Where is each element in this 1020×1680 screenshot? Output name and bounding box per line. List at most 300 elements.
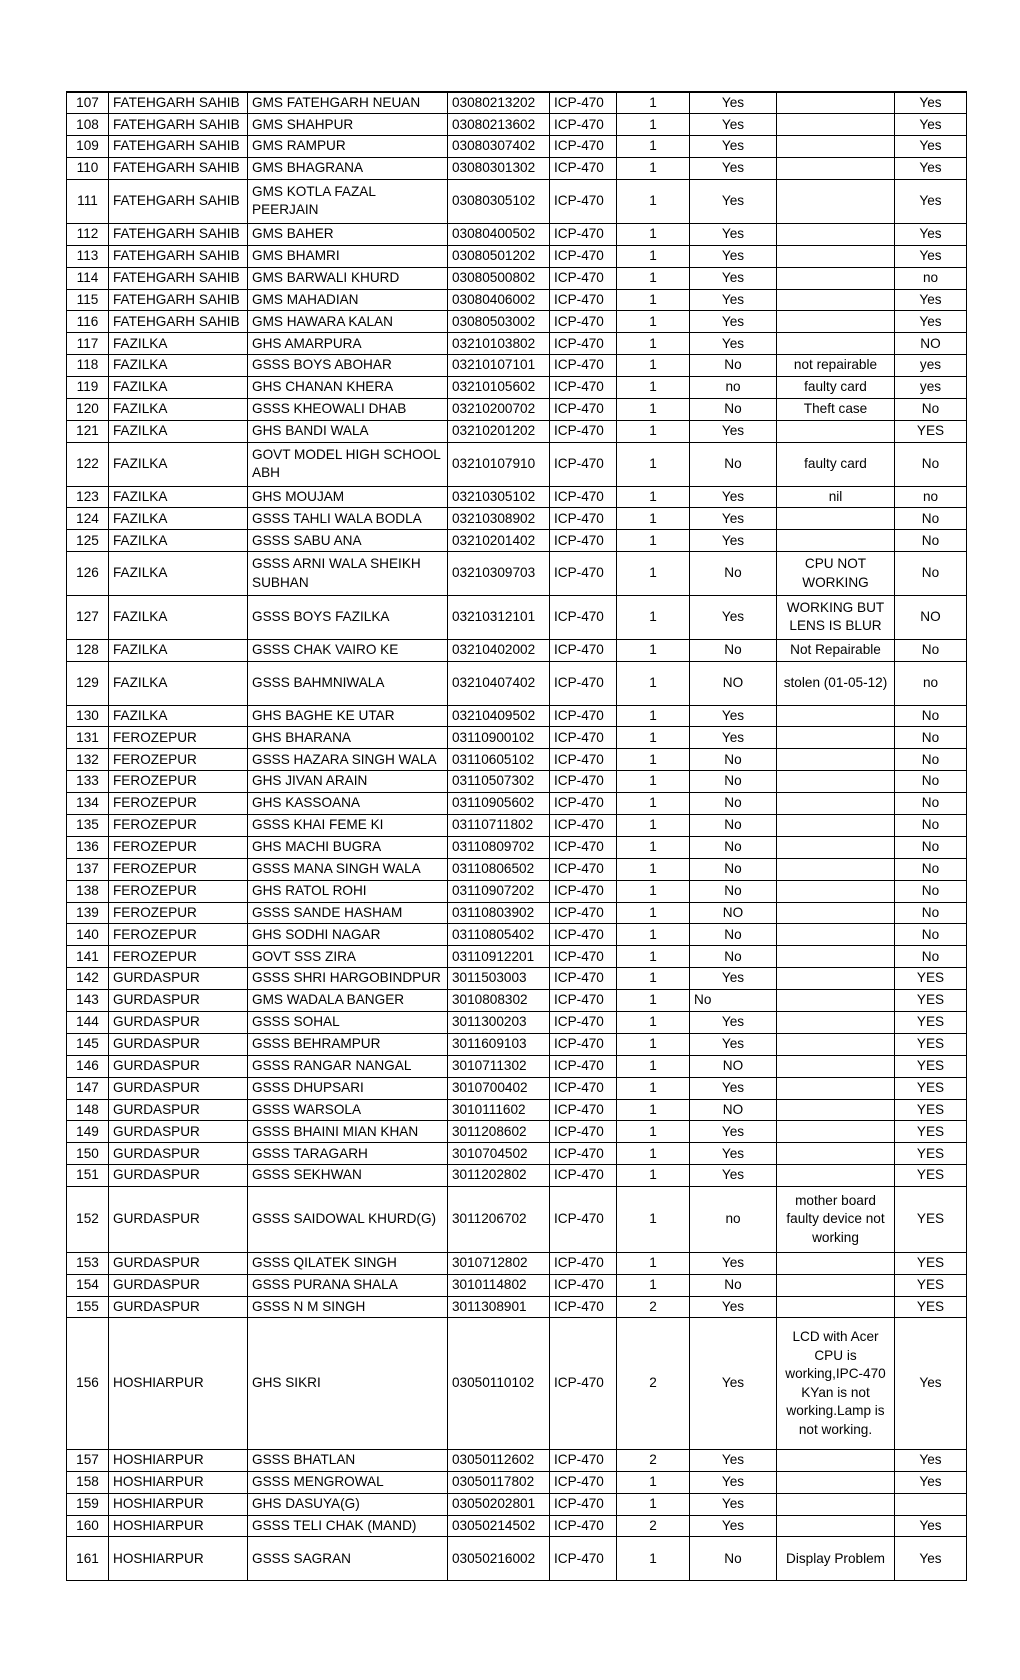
cell-serial-number: 138: [67, 880, 109, 902]
cell-device-model: ICP-470: [550, 705, 617, 727]
cell-district: GURDASPUR: [109, 1274, 248, 1296]
cell-quantity: 1: [617, 311, 690, 333]
cell-last-status: No: [895, 749, 967, 771]
cell-school-name: GMS BAHER: [248, 223, 448, 245]
cell-school-name: GSSS TAHLI WALA BODLA: [248, 508, 448, 530]
table-row: [67, 968, 967, 990]
cell-school-code: 3010111602: [448, 1099, 550, 1121]
cell-serial-number: 136: [67, 836, 109, 858]
cell-quantity: 1: [617, 136, 690, 158]
table-row: [67, 639, 967, 661]
cell-device-model: ICP-470: [550, 946, 617, 968]
cell-working-status: No: [690, 814, 777, 836]
cell-serial-number: 140: [67, 924, 109, 946]
cell-district: GURDASPUR: [109, 1187, 248, 1253]
cell-district: FAZILKA: [109, 486, 248, 508]
cell-working-status: Yes: [690, 245, 777, 267]
cell-last-status: No: [895, 530, 967, 552]
cell-device-model: ICP-470: [550, 1318, 617, 1449]
cell-device-model: ICP-470: [550, 1143, 617, 1165]
table-row: [67, 530, 967, 552]
cell-school-name: GOVT MODEL HIGH SCHOOL ABH: [248, 442, 448, 486]
cell-school-name: GHS BHARANA: [248, 727, 448, 749]
cell-quantity: 1: [617, 442, 690, 486]
cell-remarks: [777, 1011, 895, 1033]
cell-working-status: No: [690, 355, 777, 377]
cell-serial-number: 160: [67, 1515, 109, 1537]
table-row: [67, 1537, 967, 1581]
cell-working-status: Yes: [690, 1011, 777, 1033]
cell-working-status: Yes: [690, 1471, 777, 1493]
cell-device-model: ICP-470: [550, 1033, 617, 1055]
cell-working-status: No: [690, 880, 777, 902]
cell-school-code: 03210305102: [448, 486, 550, 508]
cell-device-model: ICP-470: [550, 180, 617, 224]
cell-school-code: 03080213202: [448, 92, 550, 114]
cell-serial-number: 146: [67, 1055, 109, 1077]
cell-working-status: Yes: [690, 420, 777, 442]
cell-last-status: Yes: [895, 92, 967, 114]
cell-working-status: Yes: [690, 223, 777, 245]
cell-last-status: Yes: [895, 223, 967, 245]
cell-last-status: No: [895, 814, 967, 836]
cell-remarks: [777, 1121, 895, 1143]
cell-remarks: Not Repairable: [777, 639, 895, 661]
cell-school-code: 03210308902: [448, 508, 550, 530]
cell-remarks: [777, 902, 895, 924]
cell-device-model: ICP-470: [550, 1537, 617, 1581]
cell-quantity: 1: [617, 267, 690, 289]
cell-school-name: GOVT SSS ZIRA: [248, 946, 448, 968]
cell-working-status: Yes: [690, 158, 777, 180]
table-row: [67, 398, 967, 420]
cell-school-name: GMS MAHADIAN: [248, 289, 448, 311]
cell-quantity: 1: [617, 1077, 690, 1099]
cell-district: FATEHGARH SAHIB: [109, 158, 248, 180]
cell-last-status: No: [895, 902, 967, 924]
cell-device-model: ICP-470: [550, 92, 617, 114]
cell-serial-number: 139: [67, 902, 109, 924]
cell-last-status: YES: [895, 1165, 967, 1187]
cell-remarks: [777, 1252, 895, 1274]
cell-district: FAZILKA: [109, 333, 248, 355]
cell-last-status: No: [895, 771, 967, 793]
cell-serial-number: 157: [67, 1449, 109, 1471]
table-row: [67, 902, 967, 924]
cell-quantity: 1: [617, 92, 690, 114]
cell-remarks: [777, 180, 895, 224]
cell-working-status: Yes: [690, 311, 777, 333]
cell-remarks: [777, 508, 895, 530]
cell-last-status: No: [895, 398, 967, 420]
cell-quantity: 1: [617, 968, 690, 990]
cell-remarks: [777, 114, 895, 136]
cell-school-name: GSSS DHUPSARI: [248, 1077, 448, 1099]
cell-last-status: yes: [895, 355, 967, 377]
cell-school-name: GHS CHANAN KHERA: [248, 377, 448, 399]
cell-district: FAZILKA: [109, 530, 248, 552]
cell-device-model: ICP-470: [550, 289, 617, 311]
cell-school-code: 03110805402: [448, 924, 550, 946]
cell-quantity: 1: [617, 1121, 690, 1143]
cell-school-name: GSSS QILATEK SINGH: [248, 1252, 448, 1274]
table-row: [67, 223, 967, 245]
cell-quantity: 1: [617, 836, 690, 858]
cell-school-name: GSSS RANGAR NANGAL: [248, 1055, 448, 1077]
cell-working-status: Yes: [690, 1318, 777, 1449]
cell-device-model: ICP-470: [550, 267, 617, 289]
cell-remarks: mother board faulty device not working: [777, 1187, 895, 1253]
cell-device-model: ICP-470: [550, 1274, 617, 1296]
cell-quantity: 1: [617, 1033, 690, 1055]
cell-district: FEROZEPUR: [109, 836, 248, 858]
cell-school-code: 3011503003: [448, 968, 550, 990]
cell-district: GURDASPUR: [109, 1033, 248, 1055]
cell-school-code: 03080500802: [448, 267, 550, 289]
cell-school-name: GSSS PURANA SHALA: [248, 1274, 448, 1296]
table-row: [67, 355, 967, 377]
cell-working-status: Yes: [690, 530, 777, 552]
cell-working-status: Yes: [690, 968, 777, 990]
cell-school-code: 03110803902: [448, 902, 550, 924]
cell-device-model: ICP-470: [550, 1493, 617, 1515]
cell-school-name: GHS BANDI WALA: [248, 420, 448, 442]
cell-device-model: ICP-470: [550, 1515, 617, 1537]
cell-school-name: GSSS SEKHWAN: [248, 1165, 448, 1187]
cell-district: HOSHIARPUR: [109, 1449, 248, 1471]
cell-school-code: 3010711302: [448, 1055, 550, 1077]
cell-district: HOSHIARPUR: [109, 1537, 248, 1581]
cell-district: GURDASPUR: [109, 1099, 248, 1121]
cell-serial-number: 154: [67, 1274, 109, 1296]
cell-working-status: no: [690, 1187, 777, 1253]
cell-quantity: 1: [617, 1099, 690, 1121]
table-row: [67, 420, 967, 442]
cell-device-model: ICP-470: [550, 1449, 617, 1471]
table-row: [67, 1187, 967, 1253]
cell-device-model: ICP-470: [550, 1121, 617, 1143]
table-row: [67, 1143, 967, 1165]
cell-serial-number: 137: [67, 858, 109, 880]
cell-school-name: GSSS SAGRAN: [248, 1537, 448, 1581]
cell-remarks: nil: [777, 486, 895, 508]
cell-school-code: 03210107101: [448, 355, 550, 377]
cell-district: HOSHIARPUR: [109, 1493, 248, 1515]
table-row: [67, 552, 967, 596]
cell-last-status: YES: [895, 1011, 967, 1033]
cell-school-name: GHS JIVAN ARAIN: [248, 771, 448, 793]
cell-device-model: ICP-470: [550, 990, 617, 1012]
cell-serial-number: 158: [67, 1471, 109, 1493]
cell-district: FATEHGARH SAHIB: [109, 289, 248, 311]
cell-working-status: Yes: [690, 596, 777, 640]
cell-school-name: GSSS BHAINI MIAN KHAN: [248, 1121, 448, 1143]
cell-device-model: ICP-470: [550, 814, 617, 836]
cell-device-model: ICP-470: [550, 442, 617, 486]
cell-serial-number: 107: [67, 92, 109, 114]
table-row: [67, 333, 967, 355]
table-row: [67, 946, 967, 968]
cell-quantity: 1: [617, 114, 690, 136]
cell-remarks: [777, 968, 895, 990]
cell-remarks: [777, 1077, 895, 1099]
cell-district: FEROZEPUR: [109, 902, 248, 924]
cell-device-model: ICP-470: [550, 639, 617, 661]
table-row: [67, 705, 967, 727]
cell-district: FATEHGARH SAHIB: [109, 311, 248, 333]
cell-school-code: 03110809702: [448, 836, 550, 858]
cell-last-status: Yes: [895, 245, 967, 267]
cell-remarks: faulty card: [777, 377, 895, 399]
cell-quantity: 1: [617, 1252, 690, 1274]
cell-working-status: Yes: [690, 1493, 777, 1515]
cell-device-model: ICP-470: [550, 1011, 617, 1033]
cell-last-status: YES: [895, 1099, 967, 1121]
cell-serial-number: 150: [67, 1143, 109, 1165]
cell-school-code: 3010704502: [448, 1143, 550, 1165]
cell-working-status: No: [690, 771, 777, 793]
cell-device-model: ICP-470: [550, 158, 617, 180]
cell-serial-number: 128: [67, 639, 109, 661]
table-row: [67, 596, 967, 640]
cell-last-status: No: [895, 880, 967, 902]
cell-device-model: ICP-470: [550, 727, 617, 749]
cell-device-model: ICP-470: [550, 880, 617, 902]
cell-last-status: No: [895, 442, 967, 486]
table-row: [67, 727, 967, 749]
cell-school-code: 03080400502: [448, 223, 550, 245]
cell-quantity: 1: [617, 902, 690, 924]
cell-last-status: YES: [895, 1121, 967, 1143]
cell-quantity: 1: [617, 245, 690, 267]
cell-quantity: 1: [617, 377, 690, 399]
cell-school-name: GSSS SANDE HASHAM: [248, 902, 448, 924]
cell-school-code: 3011206702: [448, 1187, 550, 1253]
cell-device-model: ICP-470: [550, 968, 617, 990]
cell-school-code: 03110711802: [448, 814, 550, 836]
cell-quantity: 1: [617, 596, 690, 640]
cell-working-status: No: [690, 990, 777, 1012]
table-row: [67, 1296, 967, 1318]
cell-serial-number: 151: [67, 1165, 109, 1187]
cell-device-model: ICP-470: [550, 136, 617, 158]
cell-serial-number: 111: [67, 180, 109, 224]
cell-serial-number: 148: [67, 1099, 109, 1121]
cell-school-code: 03210312101: [448, 596, 550, 640]
table-row: [67, 377, 967, 399]
cell-working-status: Yes: [690, 1121, 777, 1143]
cell-school-name: GMS WADALA BANGER: [248, 990, 448, 1012]
cell-remarks: [777, 1493, 895, 1515]
cell-school-code: 03210309703: [448, 552, 550, 596]
cell-last-status: NO: [895, 596, 967, 640]
cell-school-code: 03210105602: [448, 377, 550, 399]
cell-district: FATEHGARH SAHIB: [109, 114, 248, 136]
cell-district: GURDASPUR: [109, 1121, 248, 1143]
table-row: [67, 245, 967, 267]
cell-quantity: 1: [617, 924, 690, 946]
table-row: [67, 486, 967, 508]
cell-school-code: 03210409502: [448, 705, 550, 727]
cell-remarks: [777, 1099, 895, 1121]
cell-device-model: ICP-470: [550, 858, 617, 880]
cell-device-model: ICP-470: [550, 245, 617, 267]
table-row: [67, 661, 967, 705]
cell-working-status: NO: [690, 902, 777, 924]
cell-working-status: Yes: [690, 1143, 777, 1165]
cell-school-code: 3010700402: [448, 1077, 550, 1099]
cell-quantity: 1: [617, 990, 690, 1012]
cell-school-name: GHS KASSOANA: [248, 793, 448, 815]
cell-district: FATEHGARH SAHIB: [109, 245, 248, 267]
cell-district: FAZILKA: [109, 552, 248, 596]
cell-last-status: Yes: [895, 289, 967, 311]
cell-working-status: Yes: [690, 1252, 777, 1274]
cell-school-name: GSSS MANA SINGH WALA: [248, 858, 448, 880]
school-equipment-table-page: [66, 91, 966, 1581]
cell-quantity: 2: [617, 1318, 690, 1449]
cell-working-status: Yes: [690, 267, 777, 289]
cell-device-model: ICP-470: [550, 530, 617, 552]
cell-working-status: No: [690, 1537, 777, 1581]
cell-serial-number: 141: [67, 946, 109, 968]
cell-device-model: ICP-470: [550, 1252, 617, 1274]
cell-district: GURDASPUR: [109, 990, 248, 1012]
cell-remarks: [777, 1515, 895, 1537]
cell-district: FATEHGARH SAHIB: [109, 267, 248, 289]
cell-school-name: GMS BARWALI KHURD: [248, 267, 448, 289]
cell-last-status: YES: [895, 1274, 967, 1296]
cell-working-status: No: [690, 836, 777, 858]
table-row: [67, 136, 967, 158]
cell-district: FEROZEPUR: [109, 946, 248, 968]
cell-serial-number: 124: [67, 508, 109, 530]
cell-device-model: ICP-470: [550, 1077, 617, 1099]
cell-working-status: NO: [690, 661, 777, 705]
cell-serial-number: 153: [67, 1252, 109, 1274]
cell-remarks: [777, 530, 895, 552]
cell-device-model: ICP-470: [550, 596, 617, 640]
cell-school-code: 3011208602: [448, 1121, 550, 1143]
cell-working-status: Yes: [690, 508, 777, 530]
cell-remarks: [777, 1055, 895, 1077]
cell-school-code: 03110907202: [448, 880, 550, 902]
cell-serial-number: 125: [67, 530, 109, 552]
cell-school-code: 03210402002: [448, 639, 550, 661]
cell-working-status: NO: [690, 1099, 777, 1121]
cell-working-status: Yes: [690, 486, 777, 508]
cell-remarks: [777, 814, 895, 836]
cell-school-name: GMS HAWARA KALAN: [248, 311, 448, 333]
cell-quantity: 1: [617, 639, 690, 661]
cell-school-name: GSSS SHRI HARGOBINDPUR: [248, 968, 448, 990]
cell-last-status: YES: [895, 1296, 967, 1318]
cell-remarks: [777, 333, 895, 355]
cell-working-status: Yes: [690, 1165, 777, 1187]
table-row: [67, 92, 967, 114]
cell-district: FEROZEPUR: [109, 858, 248, 880]
cell-remarks: [777, 136, 895, 158]
cell-last-status: No: [895, 858, 967, 880]
cell-device-model: ICP-470: [550, 311, 617, 333]
cell-district: FEROZEPUR: [109, 924, 248, 946]
cell-device-model: ICP-470: [550, 793, 617, 815]
cell-school-name: GSSS N M SINGH: [248, 1296, 448, 1318]
cell-last-status: yes: [895, 377, 967, 399]
table-row: [67, 1274, 967, 1296]
cell-last-status: Yes: [895, 114, 967, 136]
cell-district: GURDASPUR: [109, 1165, 248, 1187]
cell-remarks: LCD with Acer CPU is working,IPC-470 KYan is not working.Lamp is not working.: [777, 1318, 895, 1449]
cell-working-status: No: [690, 924, 777, 946]
cell-school-name: GSSS CHAK VAIRO KE: [248, 639, 448, 661]
cell-district: FATEHGARH SAHIB: [109, 136, 248, 158]
cell-school-name: GSSS KHEOWALI DHAB: [248, 398, 448, 420]
cell-remarks: [777, 223, 895, 245]
cell-remarks: CPU NOT WORKING: [777, 552, 895, 596]
cell-quantity: 1: [617, 749, 690, 771]
cell-last-status: YES: [895, 1077, 967, 1099]
cell-last-status: [895, 1493, 967, 1515]
cell-last-status: YES: [895, 1055, 967, 1077]
cell-district: FAZILKA: [109, 377, 248, 399]
table-row: [67, 1252, 967, 1274]
cell-quantity: 1: [617, 880, 690, 902]
cell-serial-number: 144: [67, 1011, 109, 1033]
cell-device-model: ICP-470: [550, 552, 617, 596]
cell-school-name: GMS RAMPUR: [248, 136, 448, 158]
cell-school-name: GSSS BAHMNIWALA: [248, 661, 448, 705]
cell-quantity: 1: [617, 180, 690, 224]
table-row: [67, 1471, 967, 1493]
cell-remarks: [777, 880, 895, 902]
cell-serial-number: 119: [67, 377, 109, 399]
cell-district: FAZILKA: [109, 420, 248, 442]
cell-serial-number: 112: [67, 223, 109, 245]
cell-school-code: 03210200702: [448, 398, 550, 420]
cell-serial-number: 115: [67, 289, 109, 311]
table-row: [67, 1033, 967, 1055]
cell-remarks: [777, 727, 895, 749]
cell-school-code: 03080406002: [448, 289, 550, 311]
cell-school-code: 03080301302: [448, 158, 550, 180]
cell-school-name: GSSS BHATLAN: [248, 1449, 448, 1471]
cell-quantity: 2: [617, 1296, 690, 1318]
cell-school-name: GHS AMARPURA: [248, 333, 448, 355]
cell-school-code: 03050202801: [448, 1493, 550, 1515]
cell-school-name: GSSS KHAI FEME KI: [248, 814, 448, 836]
cell-working-status: No: [690, 946, 777, 968]
cell-school-code: 03210107910: [448, 442, 550, 486]
table-row: [67, 1099, 967, 1121]
cell-remarks: stolen (01-05-12): [777, 661, 895, 705]
cell-remarks: [777, 771, 895, 793]
cell-school-name: GMS BHAGRANA: [248, 158, 448, 180]
cell-school-code: 3010808302: [448, 990, 550, 1012]
cell-school-code: 03110912201: [448, 946, 550, 968]
cell-working-status: Yes: [690, 136, 777, 158]
cell-remarks: [777, 1449, 895, 1471]
cell-device-model: ICP-470: [550, 355, 617, 377]
cell-school-code: 03210407402: [448, 661, 550, 705]
cell-school-name: GSSS TELI CHAK (MAND): [248, 1515, 448, 1537]
cell-quantity: 1: [617, 771, 690, 793]
cell-last-status: Yes: [895, 311, 967, 333]
cell-district: FEROZEPUR: [109, 814, 248, 836]
cell-quantity: 1: [617, 1274, 690, 1296]
cell-quantity: 2: [617, 1449, 690, 1471]
table-row: [67, 1318, 967, 1449]
